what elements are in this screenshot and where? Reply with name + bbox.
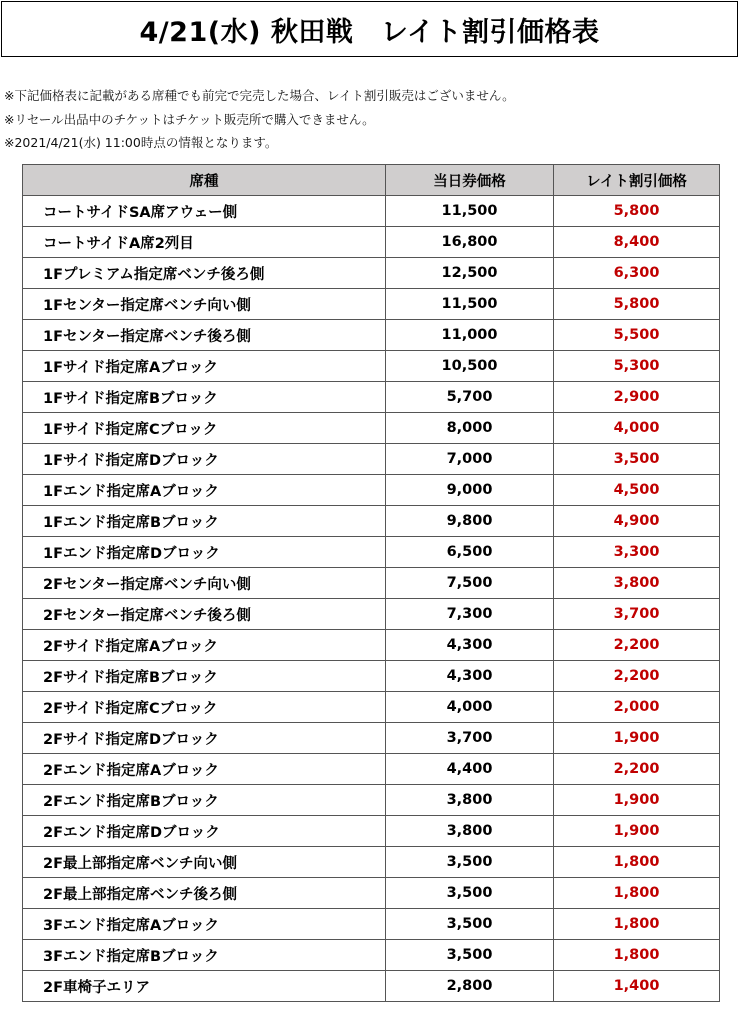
table-row xyxy=(23,444,720,475)
table-row xyxy=(23,227,720,258)
regular-price-cell: 9,000 xyxy=(386,475,554,506)
header-seat-type: 席種 xyxy=(23,165,386,196)
late-price-cell: 5,800 xyxy=(554,196,720,227)
regular-price-cell: 3,800 xyxy=(386,816,554,847)
late-price-cell: 2,200 xyxy=(554,754,720,785)
table-row xyxy=(23,289,720,320)
regular-price-cell: 3,800 xyxy=(386,785,554,816)
header-late-price: レイト割引価格 xyxy=(554,165,720,196)
table-row xyxy=(23,816,720,847)
seat-cell: 1Fセンター指定席ベンチ向い側 xyxy=(23,289,386,320)
seat-cell: 2Fエンド指定席Aブロック xyxy=(23,754,386,785)
table-row xyxy=(23,909,720,940)
table-row xyxy=(23,537,720,568)
seat-cell: 2Fエンド指定席Bブロック xyxy=(23,785,386,816)
table-row xyxy=(23,878,720,909)
late-price-cell: 3,800 xyxy=(554,568,720,599)
late-price-cell: 6,300 xyxy=(554,258,720,289)
late-price-cell: 4,900 xyxy=(554,506,720,537)
late-price-cell: 2,900 xyxy=(554,382,720,413)
table-row xyxy=(23,320,720,351)
late-price-cell: 3,500 xyxy=(554,444,720,475)
late-price-cell: 3,700 xyxy=(554,599,720,630)
table-row xyxy=(23,723,720,754)
regular-price-cell: 11,000 xyxy=(386,320,554,351)
seat-cell: 3Fエンド指定席Bブロック xyxy=(23,940,386,971)
late-price-cell: 8,400 xyxy=(554,227,720,258)
seat-cell: 2Fセンター指定席ベンチ向い側 xyxy=(23,568,386,599)
regular-price-cell: 3,500 xyxy=(386,909,554,940)
regular-price-cell: 3,700 xyxy=(386,723,554,754)
late-price-cell: 4,500 xyxy=(554,475,720,506)
late-price-cell: 2,200 xyxy=(554,630,720,661)
regular-price-cell: 4,300 xyxy=(386,630,554,661)
regular-price-cell: 5,700 xyxy=(386,382,554,413)
seat-cell: 2Fサイド指定席Aブロック xyxy=(23,630,386,661)
late-price-cell: 2,000 xyxy=(554,692,720,723)
header-regular-price: 当日券価格 xyxy=(386,165,554,196)
late-price-cell: 1,400 xyxy=(554,971,720,1002)
late-price-cell: 3,300 xyxy=(554,537,720,568)
regular-price-cell: 4,400 xyxy=(386,754,554,785)
regular-price-cell: 6,500 xyxy=(386,537,554,568)
seat-cell: コートサイドA席2列目 xyxy=(23,227,386,258)
seat-cell: 2F最上部指定席ベンチ向い側 xyxy=(23,847,386,878)
seat-cell: 2Fサイド指定席Bブロック xyxy=(23,661,386,692)
seat-cell: 1Fサイド指定席Aブロック xyxy=(23,351,386,382)
late-price-cell: 2,200 xyxy=(554,661,720,692)
late-price-cell: 5,300 xyxy=(554,351,720,382)
seat-cell: 1Fサイド指定席Dブロック xyxy=(23,444,386,475)
regular-price-cell: 16,800 xyxy=(386,227,554,258)
regular-price-cell: 3,500 xyxy=(386,940,554,971)
note-line: ※リセール出品中のチケットはチケット販売所で購入できません。 xyxy=(4,111,375,127)
regular-price-cell: 11,500 xyxy=(386,196,554,227)
seat-cell: 1Fエンド指定席Bブロック xyxy=(23,506,386,537)
seat-cell: 2Fセンター指定席ベンチ後ろ側 xyxy=(23,599,386,630)
table-row xyxy=(23,475,720,506)
table-row xyxy=(23,971,720,1002)
late-price-cell: 5,500 xyxy=(554,320,720,351)
seat-cell: 2F最上部指定席ベンチ後ろ側 xyxy=(23,878,386,909)
seat-cell: 1Fサイド指定席Bブロック xyxy=(23,382,386,413)
seat-cell: 1Fセンター指定席ベンチ後ろ側 xyxy=(23,320,386,351)
seat-cell: 2Fサイド指定席Dブロック xyxy=(23,723,386,754)
late-price-cell: 5,800 xyxy=(554,289,720,320)
regular-price-cell: 7,500 xyxy=(386,568,554,599)
seat-cell: 3Fエンド指定席Aブロック xyxy=(23,909,386,940)
regular-price-cell: 4,000 xyxy=(386,692,554,723)
table-row xyxy=(23,413,720,444)
table-row xyxy=(23,847,720,878)
seat-cell: 2Fサイド指定席Cブロック xyxy=(23,692,386,723)
regular-price-cell: 4,300 xyxy=(386,661,554,692)
seat-cell: 2Fエンド指定席Dブロック xyxy=(23,816,386,847)
table-row xyxy=(23,258,720,289)
seat-cell: 1Fエンド指定席Dブロック xyxy=(23,537,386,568)
price-table xyxy=(22,164,720,1002)
late-price-cell: 4,000 xyxy=(554,413,720,444)
regular-price-cell: 10,500 xyxy=(386,351,554,382)
seat-cell: 1Fエンド指定席Aブロック xyxy=(23,475,386,506)
seat-cell: 2F車椅子エリア xyxy=(23,971,386,1002)
late-price-cell: 1,900 xyxy=(554,723,720,754)
table-row xyxy=(23,630,720,661)
note-line: ※2021/4/21(水) 11:00時点の情報となります。 xyxy=(4,135,278,150)
regular-price-cell: 2,800 xyxy=(386,971,554,1002)
table-row xyxy=(23,506,720,537)
late-price-cell: 1,900 xyxy=(554,785,720,816)
seat-cell: 1Fプレミアム指定席ベンチ後ろ側 xyxy=(23,258,386,289)
regular-price-cell: 11,500 xyxy=(386,289,554,320)
table-row xyxy=(23,754,720,785)
late-price-cell: 1,800 xyxy=(554,878,720,909)
table-row xyxy=(23,785,720,816)
regular-price-cell: 12,500 xyxy=(386,258,554,289)
regular-price-cell: 3,500 xyxy=(386,878,554,909)
regular-price-cell: 7,300 xyxy=(386,599,554,630)
late-price-cell: 1,800 xyxy=(554,847,720,878)
table-row xyxy=(23,382,720,413)
late-price-cell: 1,800 xyxy=(554,909,720,940)
table-row xyxy=(23,599,720,630)
table-row xyxy=(23,568,720,599)
table-row xyxy=(23,940,720,971)
late-price-cell: 1,800 xyxy=(554,940,720,971)
page-title: 4/21(水) 秋田戦 レイト割引価格表 xyxy=(139,16,600,48)
notes xyxy=(4,84,515,155)
title-box xyxy=(1,1,738,57)
table-header-row xyxy=(23,165,720,196)
regular-price-cell: 8,000 xyxy=(386,413,554,444)
regular-price-cell: 3,500 xyxy=(386,847,554,878)
late-price-cell: 1,900 xyxy=(554,816,720,847)
table-row xyxy=(23,692,720,723)
seat-cell: 1Fサイド指定席Cブロック xyxy=(23,413,386,444)
regular-price-cell: 7,000 xyxy=(386,444,554,475)
regular-price-cell: 9,800 xyxy=(386,506,554,537)
table-row xyxy=(23,661,720,692)
seat-cell: コートサイドSA席アウェー側 xyxy=(23,196,386,227)
note-line: ※下記価格表に記載がある席種でも前完で完売した場合、レイト割引販売はございません。 xyxy=(4,88,515,103)
table-row xyxy=(23,196,720,227)
table-row xyxy=(23,351,720,382)
